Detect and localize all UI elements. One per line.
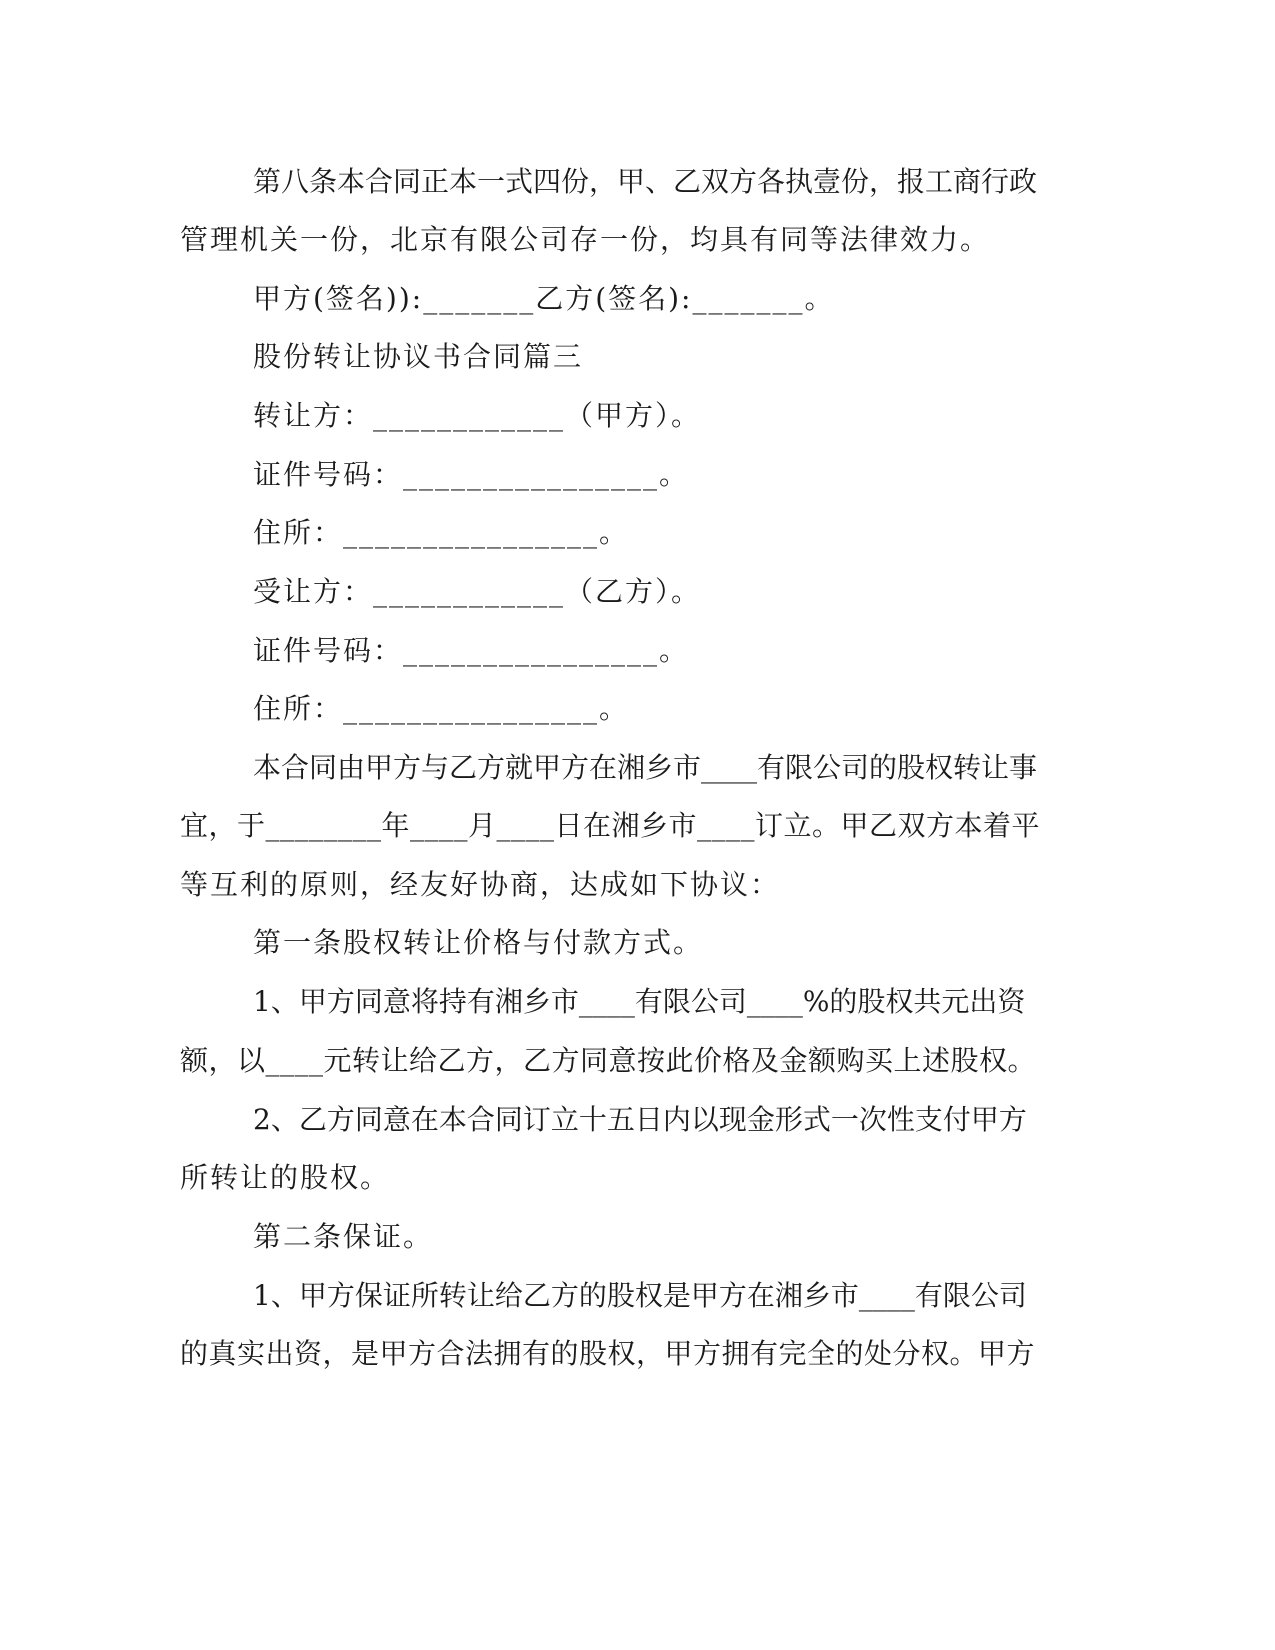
article-1-item-1-line-2: 额，以____元转让给乙方，乙方同意按此价格及金额购买上述股权。 xyxy=(180,1044,1037,1077)
preamble-line-2: 宜，于________年____月____日在湘乡市____订立。甲乙双方本着平 xyxy=(180,809,1041,842)
preamble-line-3: 等互利的原则，经友好协商，达成如下协议： xyxy=(180,868,781,901)
signature-line: 甲方(签名)):_______乙方(签名):_______。 xyxy=(253,282,835,315)
clause-8-line-2: 管理机关一份，北京有限公司存一份，均具有同等法律效力。 xyxy=(180,223,991,256)
article-1-item-1-line-1: 1、甲方同意将持有湘乡市____有限公司____%的股权共元出资 xyxy=(253,985,1026,1018)
clause-8-line-1: 第八条本合同正本一式四份，甲、乙双方各执壹份，报工商行政 xyxy=(253,165,1038,198)
article-1-heading: 第一条股权转让价格与付款方式。 xyxy=(253,926,704,959)
transferee-id-field: 证件号码：________________。 xyxy=(253,634,690,667)
transferee-field: 受让方：____________（乙方）。 xyxy=(253,575,702,608)
article-1-item-2-line-2: 所转让的股权。 xyxy=(180,1161,391,1194)
preamble-line-1: 本合同由甲方与乙方就甲方在湘乡市____有限公司的股权转让事 xyxy=(253,751,1038,784)
article-2-item-1-line-2: 的真实出资，是甲方合法拥有的股权，甲方拥有完全的处分权。甲方 xyxy=(180,1337,1036,1370)
transferor-address-field: 住所：________________。 xyxy=(253,516,630,549)
transferor-field: 转让方：____________（甲方）。 xyxy=(253,399,702,432)
transferor-id-field: 证件号码：________________。 xyxy=(253,458,690,491)
transferee-address-field: 住所：________________。 xyxy=(253,692,630,725)
article-1-item-2-line-1: 2、乙方同意在本合同订立十五日内以现金形式一次性支付甲方 xyxy=(253,1103,1027,1136)
article-2-heading: 第二条保证。 xyxy=(253,1220,434,1253)
article-2-item-1-line-1: 1、甲方保证所转让给乙方的股权是甲方在湘乡市____有限公司 xyxy=(253,1279,1027,1312)
section-heading: 股份转让协议书合同篇三 xyxy=(253,340,584,373)
